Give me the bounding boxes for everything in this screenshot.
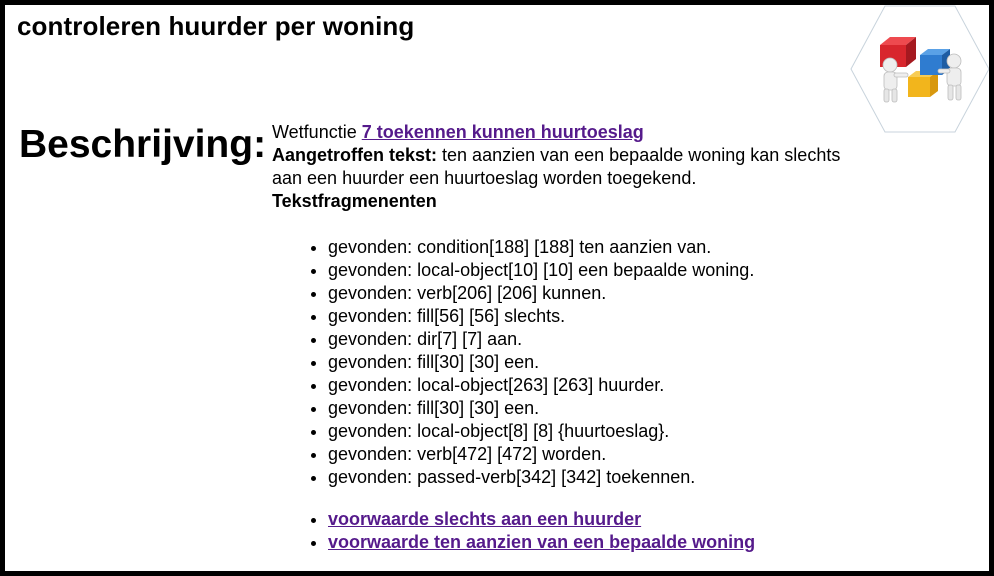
fragments-heading: Tekstfragmenenten: [272, 191, 437, 211]
list-item: • gevonden: local-object[263] [263] huurder.: [328, 374, 852, 397]
fragments-list: [272, 236, 852, 489]
wetfunctie-line: [272, 121, 852, 144]
link-item: [328, 508, 852, 531]
list-item: • gevonden: fill[56] [56] slechts.: [328, 305, 852, 328]
wetfunctie-link[interactable]: 7 toekennen kunnen huurtoeslag: [361, 122, 644, 142]
list-item: • gevonden: fill[30] [30] een.: [328, 397, 852, 420]
voorwaarde-link-huurder[interactable]: voorwaarde slechts aan een huurder: [328, 509, 642, 529]
aangetroffen-label: Aangetroffen tekst:: [272, 145, 438, 165]
page-title: controleren huurder per woning: [17, 11, 415, 41]
list-item: • gevonden: fill[30] [30] een.: [328, 351, 852, 374]
list-item: • gevonden: local-object[10] [10] een bepaalde woning.: [328, 259, 852, 282]
aangetroffen-text: ten aanzien van een bepaalde woning kan slechts aan een huurder een huurtoeslag worden toegekend.: [272, 145, 841, 188]
voorwaarde-links: [272, 508, 852, 554]
list-item: • gevonden: passed-verb[342] [342] toekennen.: [328, 466, 852, 489]
section-heading: Beschrijving:: [19, 123, 267, 166]
link-item: [328, 531, 852, 554]
list-item: • gevonden: dir[7] [7] aan.: [328, 328, 852, 351]
wetfunctie-prefix: Wetfunctie: [272, 122, 357, 142]
voorwaarde-link-woning[interactable]: voorwaarde ten aanzien van een bepaalde woning: [328, 532, 756, 552]
aangetroffen-tekst: [272, 144, 852, 190]
list-item: • gevonden: condition[188] [188] ten aanzien van.: [328, 236, 852, 259]
puzzle-figures-logo-icon: [850, 5, 990, 133]
description-content: [272, 121, 852, 554]
list-item: • gevonden: verb[206] [206] kunnen.: [328, 282, 852, 305]
list-item: • gevonden: verb[472] [472] worden.: [328, 443, 852, 466]
list-item: • gevonden: local-object[8] [8] {huurtoeslag}.: [328, 420, 852, 443]
